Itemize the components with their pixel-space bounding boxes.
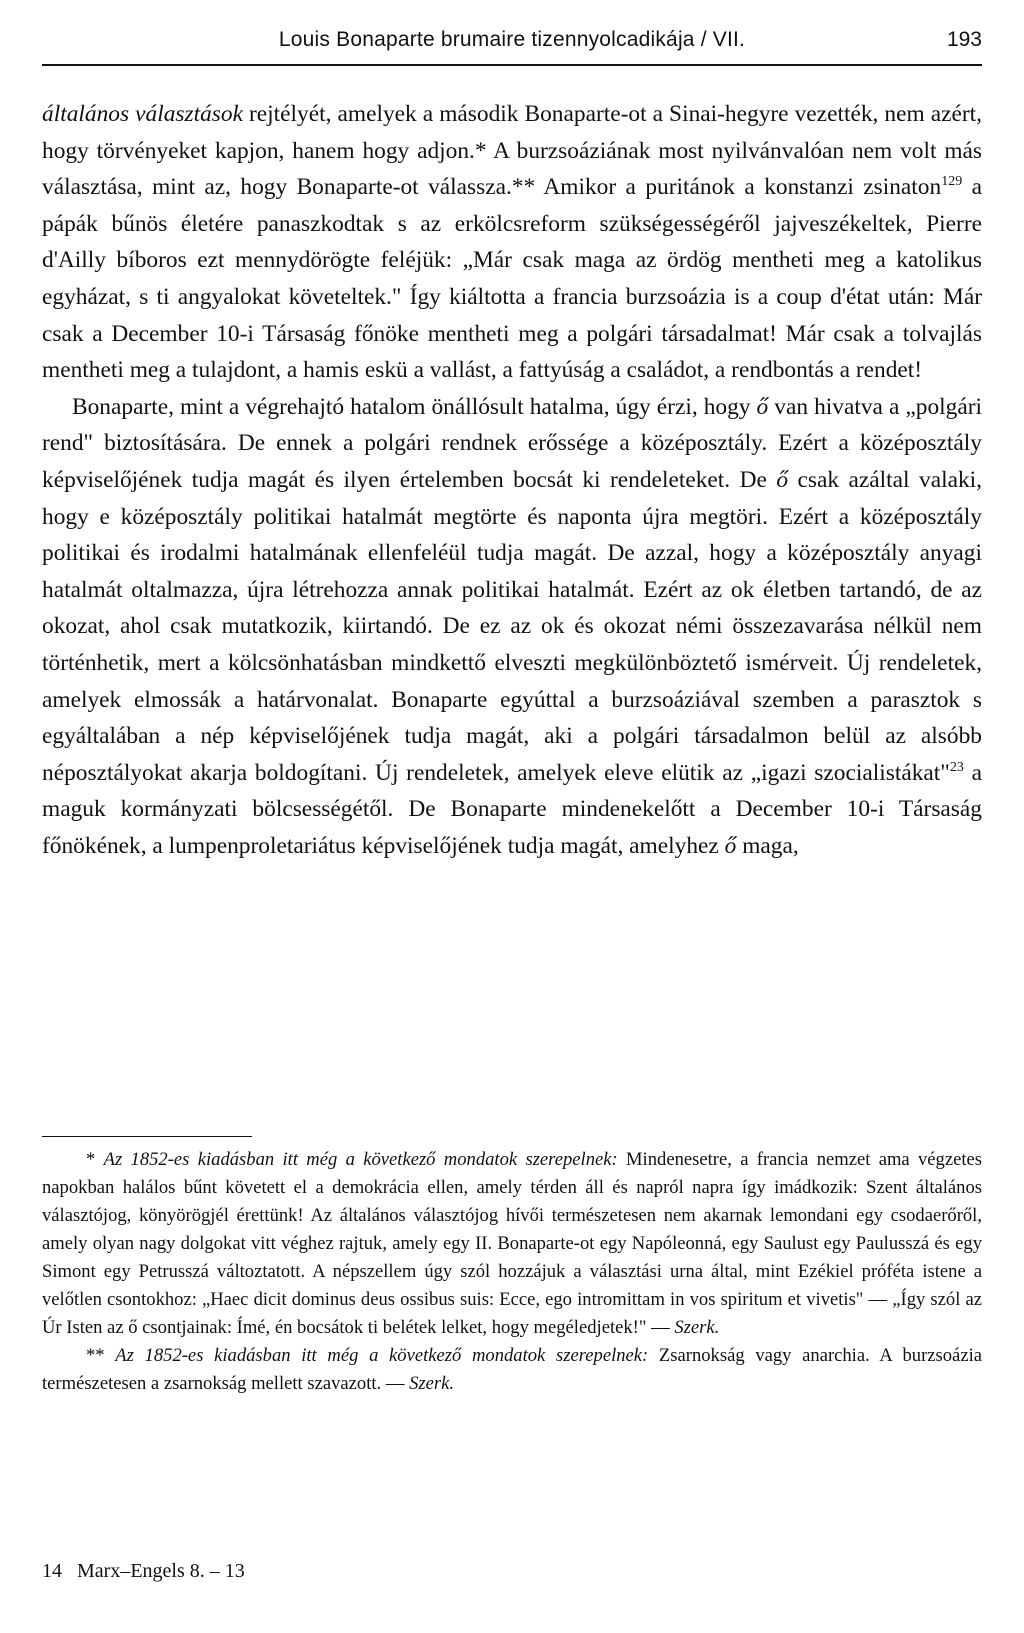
- italic-word: ő: [724, 832, 737, 859]
- text-run: Bonaparte, mint a végrehajtó hatalom önállósult hatalma, úgy érzi, hogy: [72, 393, 757, 420]
- italic-word: ő: [756, 393, 769, 420]
- footnote-ref: 129: [941, 174, 963, 190]
- footnote-1: [42, 1146, 982, 1342]
- paragraph-1: [42, 96, 982, 389]
- italic-word: ő: [776, 466, 789, 493]
- running-title: Louis Bonaparte brumaire tizennyolcadikája / VII.: [278, 28, 746, 51]
- footnote-2: [42, 1342, 982, 1398]
- running-header: [42, 22, 982, 70]
- body-text: [42, 96, 982, 864]
- page-number: 193: [946, 28, 982, 51]
- text-run: a pápák bűnös életére panaszkodtak s az erkölcsreform szükségességéről jajveszékeltek, Pierre d'Ailly bíboros ezt mennydörögte feléjük: „Már csak maga az ördög mentheti meg a katolikus egyházat, s ti angyalokat követeltek." Így kiáltotta a francia burzsoázia is a coup d'état után: Már csak a December 10-i Társaság főnöke mentheti meg a polgári társadalmat! Már csak a tolvajlás mentheti meg a tulajdont, a hamis eskü a vallást, a fattyúság a családot, a rendbontás a rendet!: [42, 174, 982, 384]
- footnote-text: Zsarnokság vagy anarchia. A burzsoázia természetesen a zsarnokság mellett szavazott. —: [42, 1345, 982, 1394]
- signature-mark: 14 Marx–Engels 8. – 13: [42, 1560, 245, 1582]
- footnote-lead: Az 1852-es kiadásban itt még a következő mondatok szerepelnek:: [103, 1149, 618, 1170]
- text-run: csak azáltal valaki, hogy e középosztály politikai hatalmát megtörte és naponta újra megtöri. Ezért a középosztály politikai és irodalmi hatalmának ellenfeléül tudja magát. De azzal, hogy a középosztály anyagi hatalmát oltalmazza, újra létrehozza annak politikai hatalmát. Ezért az ok életben tartandó, de az okozat, ahol csak mutatkozik, kiirtandó. De ez az ok és okozat némi összezavarása nélkül nem történhetik, mert a kölcsönhatásban mindkettő elveszti megkülönböztető ismérveit. Új rendeletek, amelyek elmossák a határvonalat. Bonaparte egyúttal a burzsoáziával szemben a parasztok s egyáltalában a nép képviselőjének tudja magát, aki a polgári társadalmon belül az alsóbb néposztályokat akarja boldogítani. Új rendeletek, amelyek eleve elütik az „igazi szocialistákat": [42, 466, 982, 786]
- footnote-lead: Az 1852-es kiadásban itt még a következő mondatok szerepelnek:: [115, 1345, 649, 1366]
- paragraph-2: [42, 389, 982, 865]
- text-run: maga,: [736, 832, 799, 859]
- footnote-marker: **: [86, 1345, 116, 1366]
- footnote-rule: [42, 1136, 252, 1137]
- text-run: rejtélyét, amelyek a második Bonaparte-ot a Sinai-hegyre vezették, nem azért, hogy törvényeket kapjon, hanem hogy adjon.* A burzsoáziának most nyilvánvalóan nem volt más választása, mint az, hogy Bonaparte-ot válassza.** Amikor a puritánok a konstanzi zsinaton: [42, 101, 982, 201]
- text-run: a maguk kormányzati bölcsességétől. De Bonaparte mindenekelőtt a December 10-i Társaság főnökének, a lumpenproletariátus képviselőjének tudja magát, amelyhez: [42, 759, 982, 859]
- footnote-text: Mindenesetre, a francia nemzet ama végzetes napokban halálos bűnt követett el a demokrácia ellen, amely térden áll és napról napra így imádkozik: Szent általános választójog, könyörögjél érettünk! Az általános választójog hívői természetesen nem akarnak lemondani egy csodaerőről, amely olyan nagy dolgokat vitt véghez rajtuk, amely egy II. Bonaparte-ot egy Napóleonná, egy Saulust egy Paulusszá és egy Simont egy Petrusszá változtatott. A népszellem úgy szól hozzájuk a választási urna által, mint Ezékiel próféta istene a velőtlen csontokhoz: „Haec dicit dominus deus ossibus suis: Ecce, ego intromittam in vos spiritum et vivetis" — „Így szól az Úr Isten az ő csontjainak: Ímé, én bocsátok ti belétek lelket, hogy megéledjetek!" —: [42, 1149, 982, 1338]
- footnote-signoff: Szerk.: [674, 1317, 720, 1338]
- italic-phrase: általános választások: [42, 101, 243, 127]
- text-run: van hivatva a „polgári rend" biztosítására. De ennek a polgári rendnek erőssége a középosztály. Ezért a középosztály képviselőjének tudja magát és ilyen értelemben bocsát ki rendeleteket. De: [42, 393, 982, 493]
- header-rule: [42, 64, 982, 66]
- footnote-marker: *: [86, 1149, 104, 1170]
- footnotes: [42, 1146, 982, 1398]
- footnote-signoff: Szerk.: [409, 1373, 455, 1394]
- footnote-ref: 23: [949, 759, 964, 775]
